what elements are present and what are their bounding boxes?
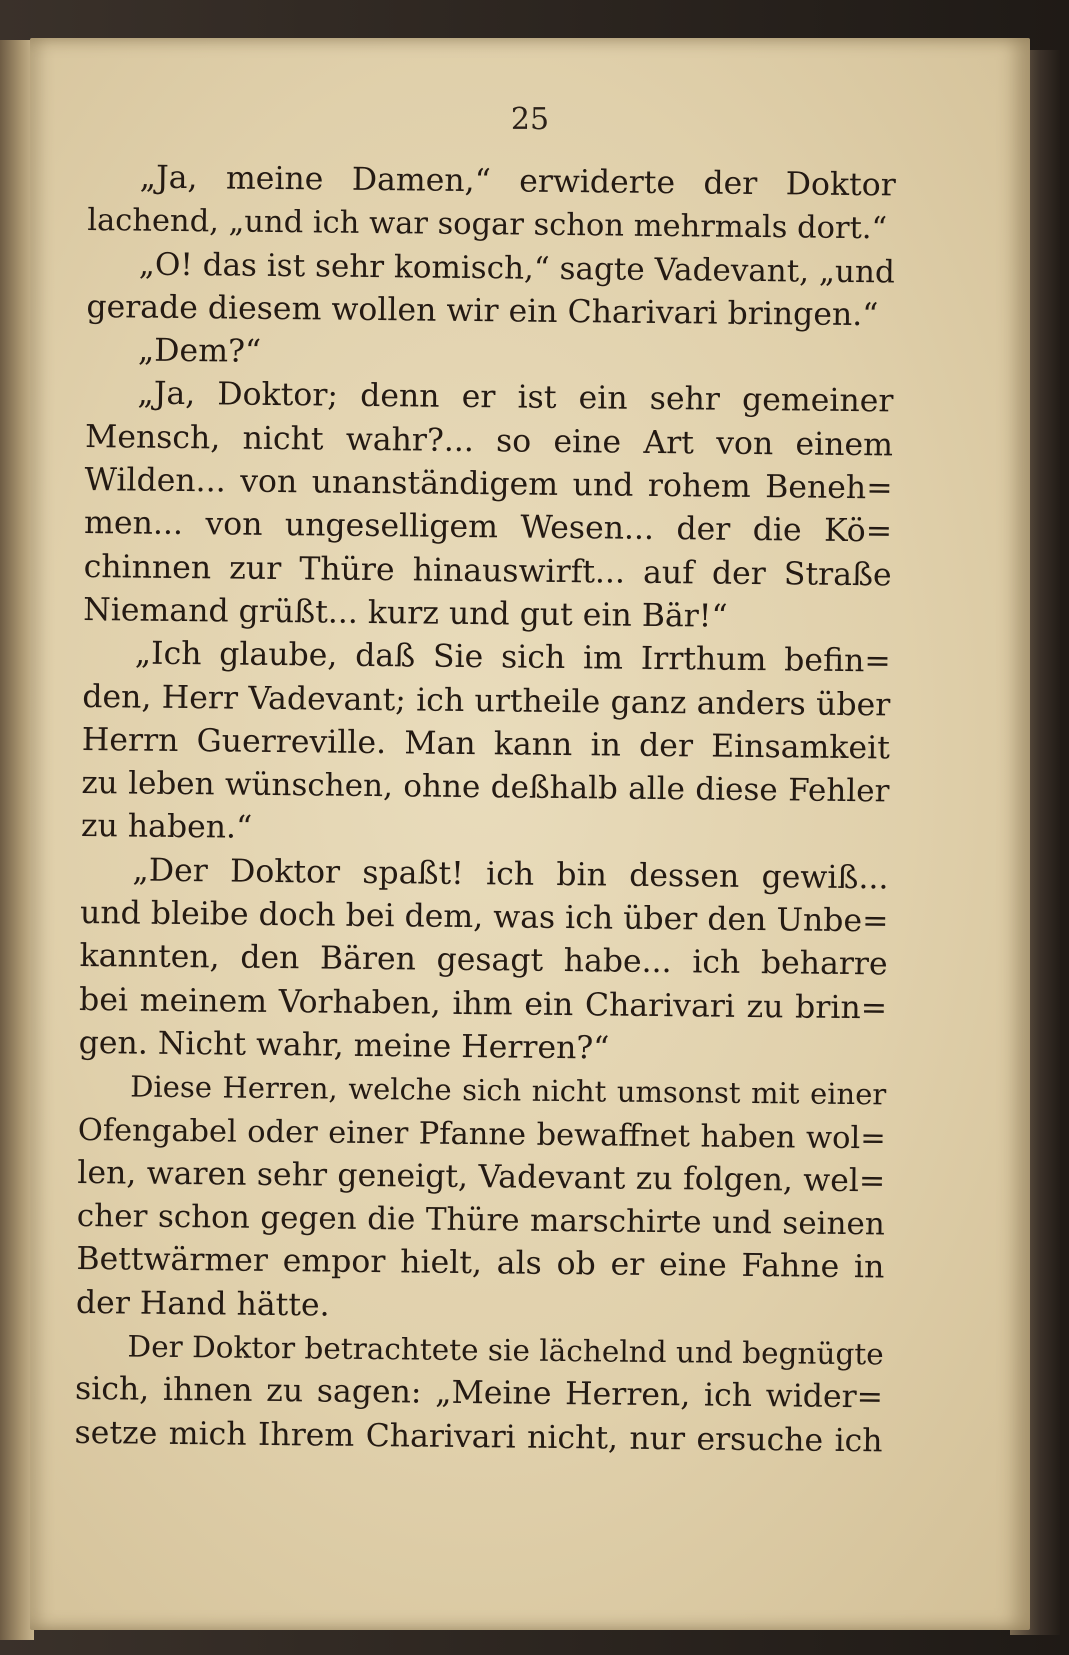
previous-page-edge <box>0 40 34 1640</box>
text-line: Herrn Guerreville. Man kann in der Einsamkeit <box>81 721 891 767</box>
text-line: „Ja, meine Damen,“ erwiderte der Doktor <box>139 159 896 204</box>
text-line: „O! das ist sehr komisch,“ sagte Vadevant, „und <box>138 246 896 291</box>
text-line: gerade diesem wollen wir ein Charivari bringen.“ <box>86 288 879 334</box>
text-line: Bettwärmer empor hielt, als ob er eine Fahne in <box>76 1241 885 1286</box>
text-line: „Ich glaube, daß Sie sich im Irrthum befin= <box>134 635 891 680</box>
text-line: lachend, „und ich war sogar schon mehrmals dort.“ <box>87 203 888 247</box>
text-line: chinnen zur Thüre hinauswirft... auf der Straße <box>83 548 892 594</box>
text-line: gen. Nicht wahr, meine Herren?“ <box>78 1024 610 1067</box>
page-number: 25 <box>510 102 550 137</box>
text-line: Niemand grüßt... kurz und gut ein Bär!“ <box>83 591 728 635</box>
text-line: len, waren sehr geneigt, Vadevant zu folgen, wel= <box>77 1154 886 1200</box>
text-line: Der Doktor betrachtete sie lächelnd und begnügte <box>127 1329 884 1372</box>
text-line: und bleibe doch bei dem, was ich über den Unbe= <box>79 895 889 940</box>
text-line: sich, ihnen zu sagen: „Meine Herren, ich wider= <box>74 1371 884 1416</box>
text-line: zu haben.“ <box>80 808 253 847</box>
text-line: zu leben wünschen, ohne deßhalb alle diese Fehler <box>81 765 890 810</box>
text-line: „Ja, Doktor; denn er ist ein sehr gemeiner <box>137 376 894 420</box>
text-line: Ofengabel oder einer Pfanne bewaffnet haben wol= <box>77 1112 886 1156</box>
text-line: men... von ungeselligem Wesen... der die Kö= <box>83 505 893 550</box>
text-line: „Dem?“ <box>137 332 262 371</box>
text-line: der Hand hätte. <box>75 1284 330 1324</box>
page-body-text <box>74 156 896 1463</box>
text-line: bei meinem Vorhaben, ihm ein Charivari zu brin= <box>78 981 888 1027</box>
text-line: „Der Doktor spaßt! ich bin dessen gewiß... <box>132 852 889 897</box>
text-line: kannten, den Bären gesagt habe... ich beharre <box>79 938 888 983</box>
text-line: Wilden... von unanständigem und rohem Beneh= <box>84 462 893 507</box>
text-line: Diese Herren, welche sich nicht umsonst mit einer <box>130 1069 887 1112</box>
text-line: cher schon gegen die Thüre marschirte und seinen <box>76 1198 886 1243</box>
text-line: setze mich Ihrem Charivari nicht, nur ersuche ich <box>74 1414 883 1459</box>
text-line: den, Herr Vadevant; ich urtheile ganz anders über <box>82 678 891 723</box>
book-page <box>30 38 1030 1630</box>
text-line: Mensch, nicht wahr?... so eine Art von einem <box>84 418 894 464</box>
